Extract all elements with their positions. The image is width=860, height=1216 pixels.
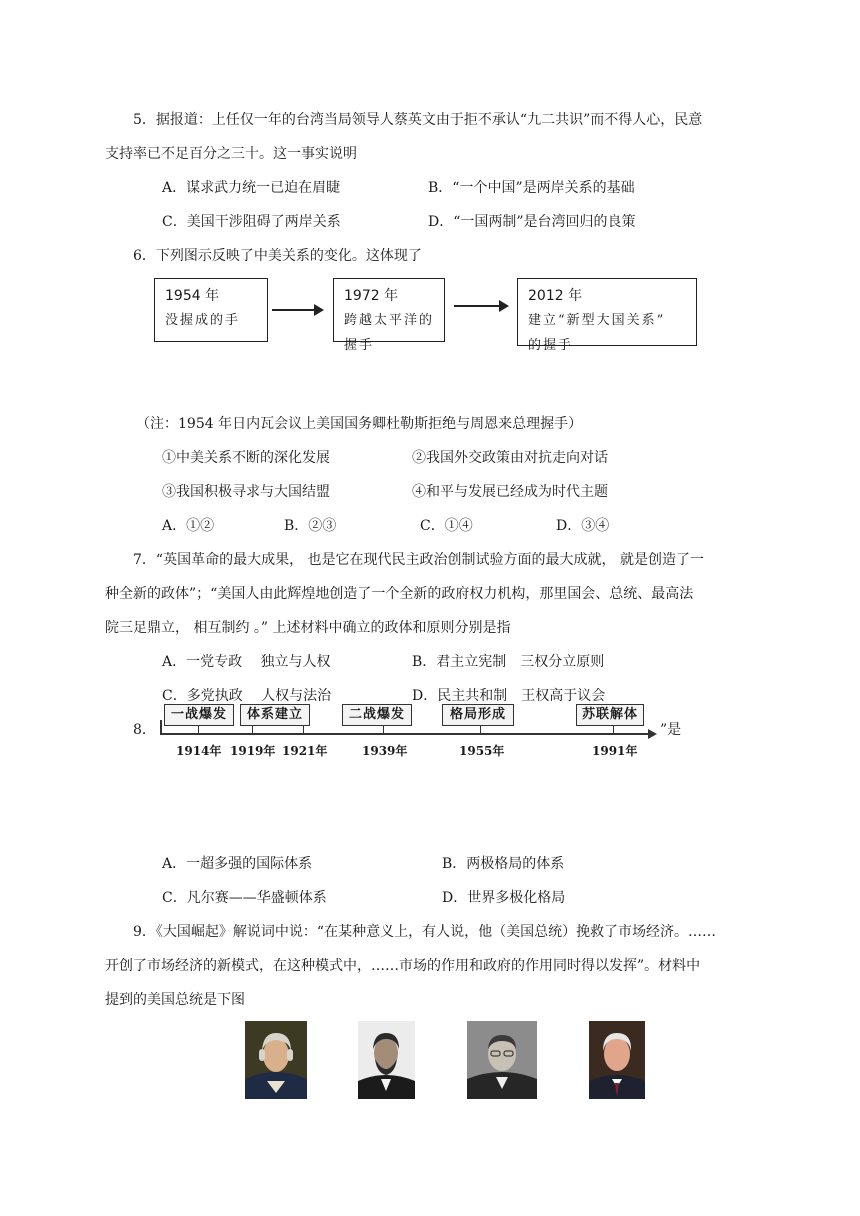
q6-note: （注：1954 年日内瓦会议上美国国务卿杜勒斯拒绝与周恩来总理握手） [136,416,583,432]
box-year: 2012 年 [528,288,583,304]
portrait-roosevelt-image [467,1021,537,1099]
q6-item-4: ④和平与发展已经成为时代主题 [412,484,608,500]
timeline-tick [480,726,481,734]
q5-option-b: B．“一个中国”是两岸关系的基础 [428,180,635,196]
q7-option-b: B．君主立宪制 三权分立原则 [412,654,605,670]
timeline-box-2012 [517,278,697,353]
q9-stem-line2: 开创了市场经济的新模式，在这种模式中，……市场的作用和政府的作用同时得以发挥”。材料中 [105,958,701,974]
timeline-year: 1955年 [459,744,505,758]
q8-option-a: A．一超多强的国际体系 [162,856,313,872]
q7-option-d: D．民主共和制 王权高于议会 [412,688,606,704]
q6-item-3: ③我国积极寻求与大国结盟 [162,484,330,500]
timeline-year: 1921年 [282,744,328,758]
timeline-tick [303,726,304,734]
q5-stem-line1: 5．据报道：上任仅一年的台湾当局领导人蔡英文由于拒不承认“九二共识”而不得人心，民意 [133,112,703,128]
q8-tail: ”是 [660,722,682,738]
timeline-axis [160,733,650,735]
timeline-label-system: 体系建立 [240,704,310,726]
timeline-label-ww1: 一战爆发 [164,704,234,726]
box-year: 1954 年 [165,288,220,304]
box-caption: 建立“新型大国关系” [528,313,666,328]
box-caption: 跨越太平洋的 [344,313,435,328]
q9-stem-line3: 提到的美国总统是下图 [105,992,245,1008]
q6-item-1: ①中美关系不断的深化发展 [162,450,330,466]
q8-option-c: C．凡尔赛——华盛顿体系 [162,890,327,906]
timeline-start-tick [160,720,162,734]
box-caption: 没握成的手 [165,313,241,328]
q6-option-d: D．③④ [556,518,610,534]
q8-number: 8． [133,722,156,738]
portrait-washington-image [245,1021,307,1099]
timeline-box-1954 [154,278,268,342]
arrow-icon [454,305,507,307]
q5-option-a: A．谋求武力统一已迫在眉睫 [162,180,341,196]
timeline-label-pattern: 格局形成 [442,704,514,726]
timeline-box-1972 [333,278,445,353]
box-year: 1972 年 [344,288,399,304]
q6-item-2: ②我国外交政策由对抗走向对话 [412,450,608,466]
box-caption-line2: 握手 [344,338,375,353]
timeline-year: 1991年 [592,744,638,758]
q5-option-d: D．“一国两制”是台湾回归的良策 [428,214,636,230]
q7-stem-line1: 7．“英国革命的最大成果， 也是它在现代民主政治创制试验方面的最大成就， 就是创造了一 [133,552,704,568]
portrait-lincoln-image [358,1021,415,1099]
q5-option-c: C．美国干涉阻碍了两岸关系 [162,214,341,230]
q7-option-c: C．多党执政 人权与法治 [162,688,332,704]
q6-stem: 6．下列图示反映了中美关系的变化。这体现了 [133,248,422,264]
timeline-tick [613,726,614,734]
q7-option-a: A．一党专政 独立与人权 [162,654,331,670]
timeline-year: 1914年 [176,744,222,758]
arrow-icon [272,309,322,311]
timeline-year: 1919年 [230,744,276,758]
timeline-tick [383,726,384,734]
q6-option-b: B．②③ [284,518,337,534]
box-caption-line2: 的握手 [528,338,574,353]
timeline-tick [252,726,253,734]
q6-option-c: C．①④ [420,518,473,534]
q8-option-b: B．两极格局的体系 [442,856,565,872]
q9-stem-line1: 9．《大国崛起》解说词中说：“在某种意义上，有人说，他（美国总统）挽救了市场经济。…… [133,924,717,940]
q6-option-a: A．①② [162,518,215,534]
timeline-label-ussr: 苏联解体 [576,704,644,726]
q7-stem-line3: 院三足鼎立， 相互制约 。” 上述材料中确立的政体和原则分别是指 [105,620,511,636]
q7-stem-line2: 种全新的政体”；“美国人由此辉煌地创造了一个全新的政府权力机构，那里国会、总统、最高法 [105,586,694,602]
timeline-year: 1939年 [362,744,408,758]
q5-stem-line2: 支持率已不足百分之三十。这一事实说明 [105,146,357,162]
timeline-tick [198,726,199,734]
timeline-arrow-icon [648,729,657,739]
q8-option-d: D．世界多极化格局 [442,890,566,906]
timeline-label-ww2: 二战爆发 [342,704,412,726]
portrait-clinton-image [589,1021,645,1099]
